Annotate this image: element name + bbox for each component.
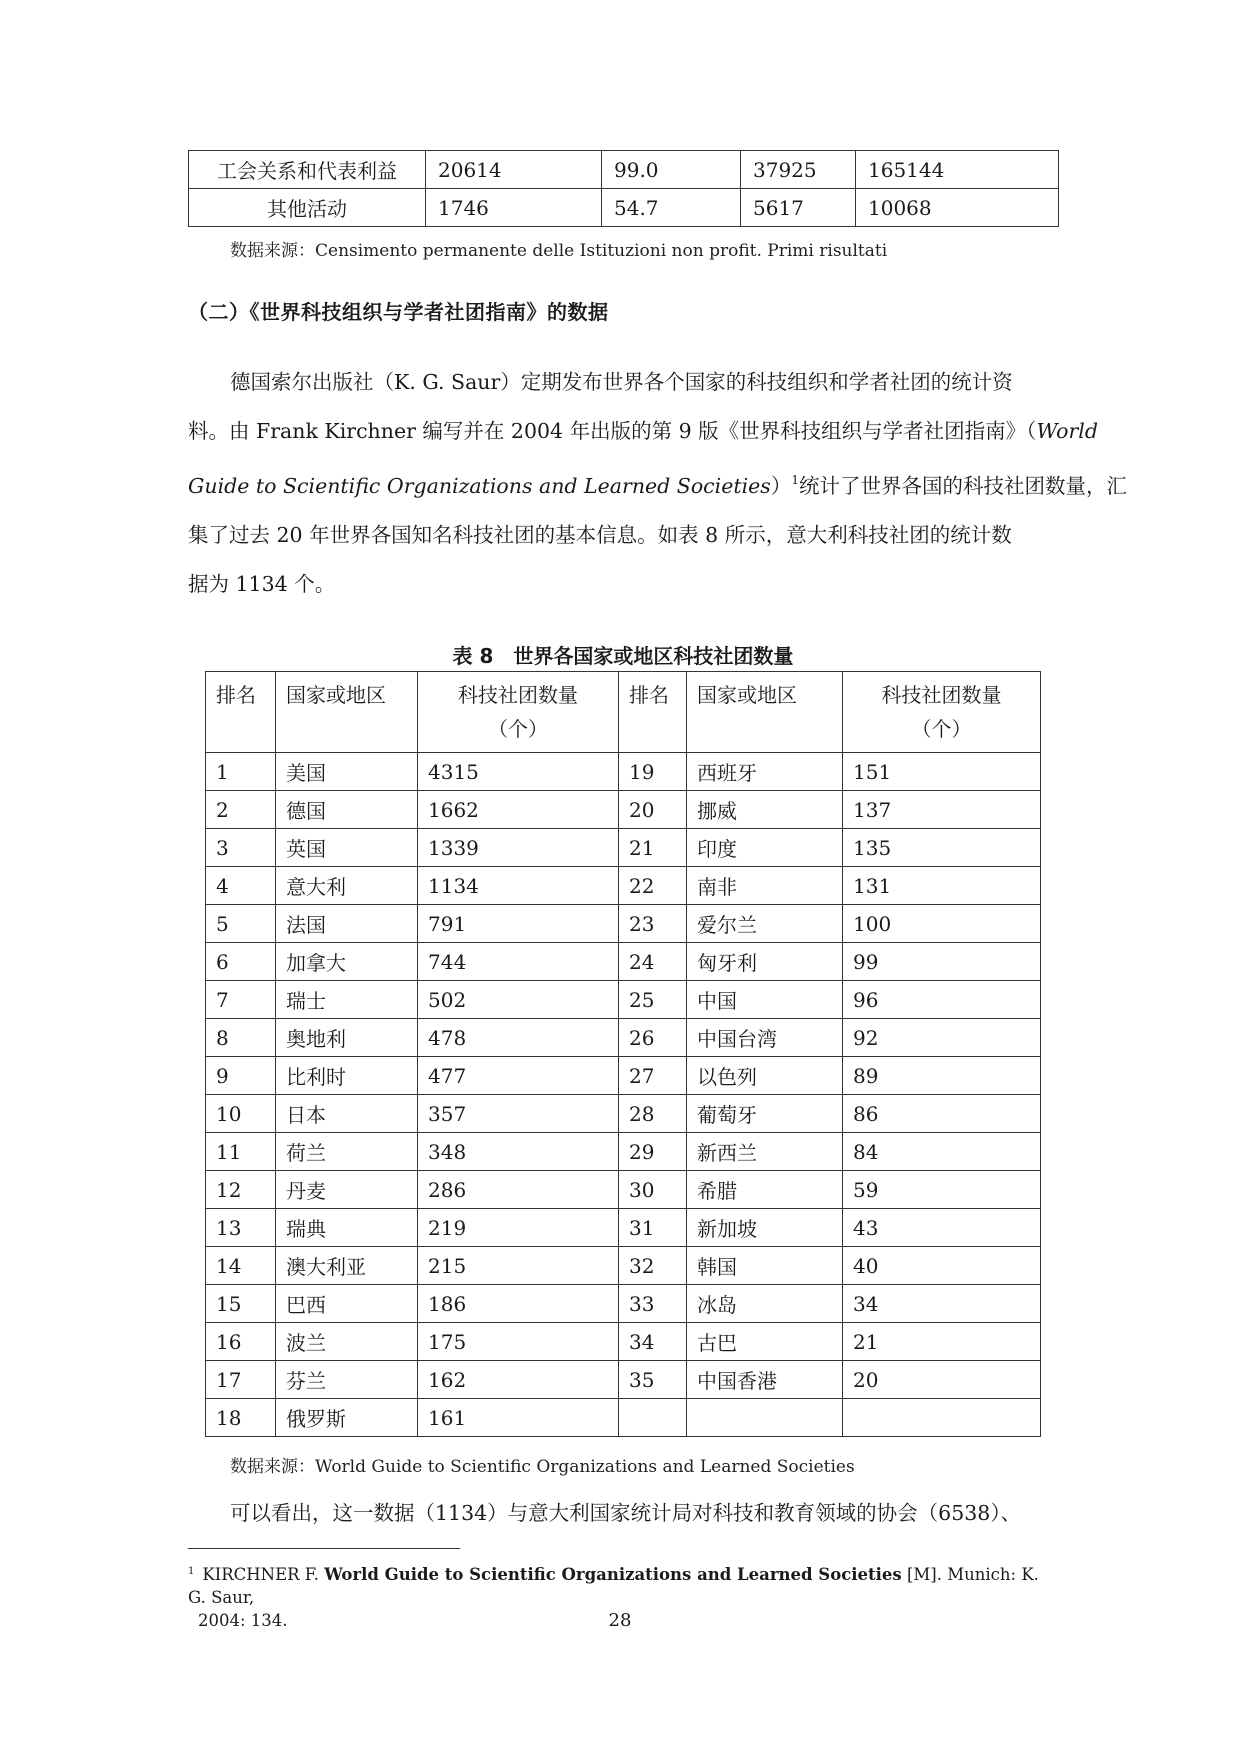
- table-row: [206, 791, 1041, 829]
- count-cell: 744: [418, 943, 619, 981]
- rank-cell: 23: [619, 905, 687, 943]
- country-cell: 以色列: [687, 1057, 843, 1095]
- count-cell: 21: [843, 1323, 1041, 1361]
- header-count: [418, 672, 619, 753]
- table-cell: 1746: [426, 189, 602, 227]
- table-row: [206, 1171, 1041, 1209]
- table-row: [189, 151, 1059, 189]
- rank-cell: 32: [619, 1247, 687, 1285]
- rank-cell: 28: [619, 1095, 687, 1133]
- count-cell: 1339: [418, 829, 619, 867]
- country-cell: 芬兰: [276, 1361, 418, 1399]
- table8-source: 数据来源：World Guide to Scientific Organizations and Learned Societies: [230, 1457, 855, 1477]
- country-cell: 美国: [276, 753, 418, 791]
- country-cell: 古巴: [687, 1323, 843, 1361]
- rank-cell: 13: [206, 1209, 276, 1247]
- count-cell: 89: [843, 1057, 1041, 1095]
- country-cell: 巴西: [276, 1285, 418, 1323]
- header-count-unit: （个）: [911, 717, 972, 741]
- rank-cell: 5: [206, 905, 276, 943]
- count-cell: 791: [418, 905, 619, 943]
- footnote-ref[interactable]: 1: [791, 473, 799, 487]
- table-row: [206, 1209, 1041, 1247]
- header-count: [843, 672, 1041, 753]
- country-cell: 比利时: [276, 1057, 418, 1095]
- table-header-row: [206, 672, 1041, 753]
- header-rank: 排名: [619, 672, 687, 753]
- rank-cell: 25: [619, 981, 687, 1019]
- table-title: 表 8 世界各国家或地区科技社团数量: [452, 644, 794, 668]
- header-country: 国家或地区: [276, 672, 418, 753]
- paragraph-line: [188, 456, 1127, 511]
- count-cell: 40: [843, 1247, 1041, 1285]
- table-row: [206, 1361, 1041, 1399]
- rank-cell: 11: [206, 1133, 276, 1171]
- count-cell: 357: [418, 1095, 619, 1133]
- table-row: [206, 753, 1041, 791]
- rank-cell: 1: [206, 753, 276, 791]
- table-cell: 10068: [856, 189, 1059, 227]
- table-cell: 165144: [856, 151, 1059, 189]
- count-cell: 131: [843, 867, 1041, 905]
- country-cell: 英国: [276, 829, 418, 867]
- rank-cell: 8: [206, 1019, 276, 1057]
- count-cell: 86: [843, 1095, 1041, 1133]
- country-cell: 澳大利亚: [276, 1247, 418, 1285]
- country-cell: 中国: [687, 981, 843, 1019]
- rank-cell: 4: [206, 867, 276, 905]
- count-cell: 215: [418, 1247, 619, 1285]
- table-cell: 37925: [741, 151, 856, 189]
- rank-cell: 3: [206, 829, 276, 867]
- italic-title: Guide to Scientific Organizations and Learned Societies: [188, 474, 771, 498]
- country-cell: 印度: [687, 829, 843, 867]
- country-cell: 加拿大: [276, 943, 418, 981]
- footnote-line: 2004: 134.: [198, 1611, 288, 1630]
- rank-cell: 7: [206, 981, 276, 1019]
- table-body: [206, 753, 1041, 1437]
- table-row: [206, 981, 1041, 1019]
- rank-cell: [619, 1399, 687, 1437]
- rank-cell: 21: [619, 829, 687, 867]
- header-count-unit: （个）: [488, 717, 548, 741]
- page-number: 28: [608, 1610, 632, 1631]
- continued-table: [188, 150, 1059, 227]
- rank-cell: 22: [619, 867, 687, 905]
- rank-cell: 2: [206, 791, 276, 829]
- rank-cell: 35: [619, 1361, 687, 1399]
- footnote-rest: [M]. Munich: K. G. Saur,: [188, 1565, 1039, 1607]
- table-row: [189, 189, 1059, 227]
- country-cell: 德国: [276, 791, 418, 829]
- footnote-divider: [188, 1548, 460, 1549]
- country-cell: 新西兰: [687, 1133, 843, 1171]
- count-cell: 348: [418, 1133, 619, 1171]
- country-cell: 匈牙利: [687, 943, 843, 981]
- count-cell: 186: [418, 1285, 619, 1323]
- table-cell: 20614: [426, 151, 602, 189]
- rank-cell: 14: [206, 1247, 276, 1285]
- country-cell: 希腊: [687, 1171, 843, 1209]
- table-row: [206, 1133, 1041, 1171]
- country-cell: 瑞士: [276, 981, 418, 1019]
- count-cell: 1134: [418, 867, 619, 905]
- count-cell: 99: [843, 943, 1041, 981]
- country-cell: 瑞典: [276, 1209, 418, 1247]
- country-cell: 丹麦: [276, 1171, 418, 1209]
- rank-cell: 24: [619, 943, 687, 981]
- country-cell: 奥地利: [276, 1019, 418, 1057]
- count-cell: 286: [418, 1171, 619, 1209]
- table-row: [206, 1095, 1041, 1133]
- paragraph-line: [188, 407, 1098, 456]
- paragraph-line: 德国索尔出版社（K. G. Saur）定期发布世界各个国家的科技组织和学者社团的统计资: [230, 370, 1013, 394]
- table-cell: 99.0: [602, 151, 741, 189]
- country-cell: 冰岛: [687, 1285, 843, 1323]
- count-cell: 502: [418, 981, 619, 1019]
- country-cell: 韩国: [687, 1247, 843, 1285]
- count-cell: 162: [418, 1361, 619, 1399]
- closing-paragraph: 可以看出，这一数据（1134）与意大利国家统计局对科技和教育领域的协会（6538）、: [230, 1501, 1022, 1525]
- rank-cell: 31: [619, 1209, 687, 1247]
- footnote-title: World Guide to Scientific Organizations and Learned Societies: [324, 1565, 902, 1584]
- count-cell: 137: [843, 791, 1041, 829]
- section-heading: （二）《世界科技组织与学者社团指南》的数据: [188, 300, 609, 324]
- country-cell: 波兰: [276, 1323, 418, 1361]
- count-cell: 96: [843, 981, 1041, 1019]
- count-cell: 477: [418, 1057, 619, 1095]
- count-cell: 219: [418, 1209, 619, 1247]
- rank-cell: 29: [619, 1133, 687, 1171]
- rank-cell: 10: [206, 1095, 276, 1133]
- count-cell: 92: [843, 1019, 1041, 1057]
- row-label: 其他活动: [189, 189, 426, 227]
- header-country: 国家或地区: [687, 672, 843, 753]
- table-cell: 54.7: [602, 189, 741, 227]
- country-cell: 中国香港: [687, 1361, 843, 1399]
- count-cell: 1662: [418, 791, 619, 829]
- table-row: [206, 1019, 1041, 1057]
- count-cell: 34: [843, 1285, 1041, 1323]
- rank-cell: 6: [206, 943, 276, 981]
- count-cell: 151: [843, 753, 1041, 791]
- country-cell: 日本: [276, 1095, 418, 1133]
- rank-cell: 27: [619, 1057, 687, 1095]
- rank-cell: 16: [206, 1323, 276, 1361]
- table-row: [206, 1399, 1041, 1437]
- italic-title: World: [1036, 419, 1098, 443]
- country-cell: 南非: [687, 867, 843, 905]
- table-row: [206, 1057, 1041, 1095]
- rank-cell: 33: [619, 1285, 687, 1323]
- table-row: [206, 1323, 1041, 1361]
- footnote-line: [188, 1565, 1039, 1607]
- rank-cell: 12: [206, 1171, 276, 1209]
- footnote-mark: 1: [188, 1566, 195, 1577]
- country-cell: 爱尔兰: [687, 905, 843, 943]
- country-cell: 意大利: [276, 867, 418, 905]
- country-cell: [687, 1399, 843, 1437]
- table-row: [206, 1285, 1041, 1323]
- table-cell: 5617: [741, 189, 856, 227]
- rank-cell: 9: [206, 1057, 276, 1095]
- country-cell: 法国: [276, 905, 418, 943]
- table-row: [206, 905, 1041, 943]
- row-label: 工会关系和代表利益: [189, 151, 426, 189]
- count-cell: 59: [843, 1171, 1041, 1209]
- header-rank: 排名: [206, 672, 276, 753]
- table-row: [206, 829, 1041, 867]
- paragraph-text: ）: [770, 474, 792, 498]
- rank-cell: 26: [619, 1019, 687, 1057]
- country-cell: 西班牙: [687, 753, 843, 791]
- rank-cell: 19: [619, 753, 687, 791]
- body-paragraph: [188, 358, 1127, 609]
- country-cell: 俄罗斯: [276, 1399, 418, 1437]
- rank-cell: 17: [206, 1361, 276, 1399]
- count-cell: 175: [418, 1323, 619, 1361]
- rank-cell: 15: [206, 1285, 276, 1323]
- rank-cell: 18: [206, 1399, 276, 1437]
- top-table-source: 数据来源：Censimento permanente delle Istituzioni non profit. Primi risultati: [230, 241, 888, 261]
- country-cell: 中国台湾: [687, 1019, 843, 1057]
- paragraph-text: 料。由 Frank Kirchner 编写并在 2004 年出版的第 9 版《世界科技组织与学者社团指南》（: [188, 419, 1037, 443]
- table-row: [206, 1247, 1041, 1285]
- rank-cell: 20: [619, 791, 687, 829]
- country-cell: 挪威: [687, 791, 843, 829]
- count-cell: 135: [843, 829, 1041, 867]
- count-cell: 161: [418, 1399, 619, 1437]
- society-count-table: [205, 671, 1041, 1437]
- footnote-author: KIRCHNER F.: [202, 1565, 325, 1584]
- table-row: [206, 943, 1041, 981]
- table-row: [206, 867, 1041, 905]
- count-cell: 43: [843, 1209, 1041, 1247]
- header-count-line: 科技社团数量: [881, 683, 1002, 707]
- paragraph-line: 集了过去 20 年世界各国知名科技社团的基本信息。如表 8 所示，意大利科技社团的统计数: [188, 523, 1012, 547]
- rank-cell: 34: [619, 1323, 687, 1361]
- count-cell: 20: [843, 1361, 1041, 1399]
- count-cell: 4315: [418, 753, 619, 791]
- country-cell: 新加坡: [687, 1209, 843, 1247]
- country-cell: 荷兰: [276, 1133, 418, 1171]
- count-cell: 478: [418, 1019, 619, 1057]
- paragraph-text: 统计了世界各国的科技社团数量，汇: [798, 474, 1127, 498]
- country-cell: 葡萄牙: [687, 1095, 843, 1133]
- header-count-line: 科技社团数量: [458, 683, 578, 707]
- count-cell: 84: [843, 1133, 1041, 1171]
- rank-cell: 30: [619, 1171, 687, 1209]
- count-cell: 100: [843, 905, 1041, 943]
- paragraph-line: 据为 1134 个。: [188, 572, 336, 596]
- count-cell: [843, 1399, 1041, 1437]
